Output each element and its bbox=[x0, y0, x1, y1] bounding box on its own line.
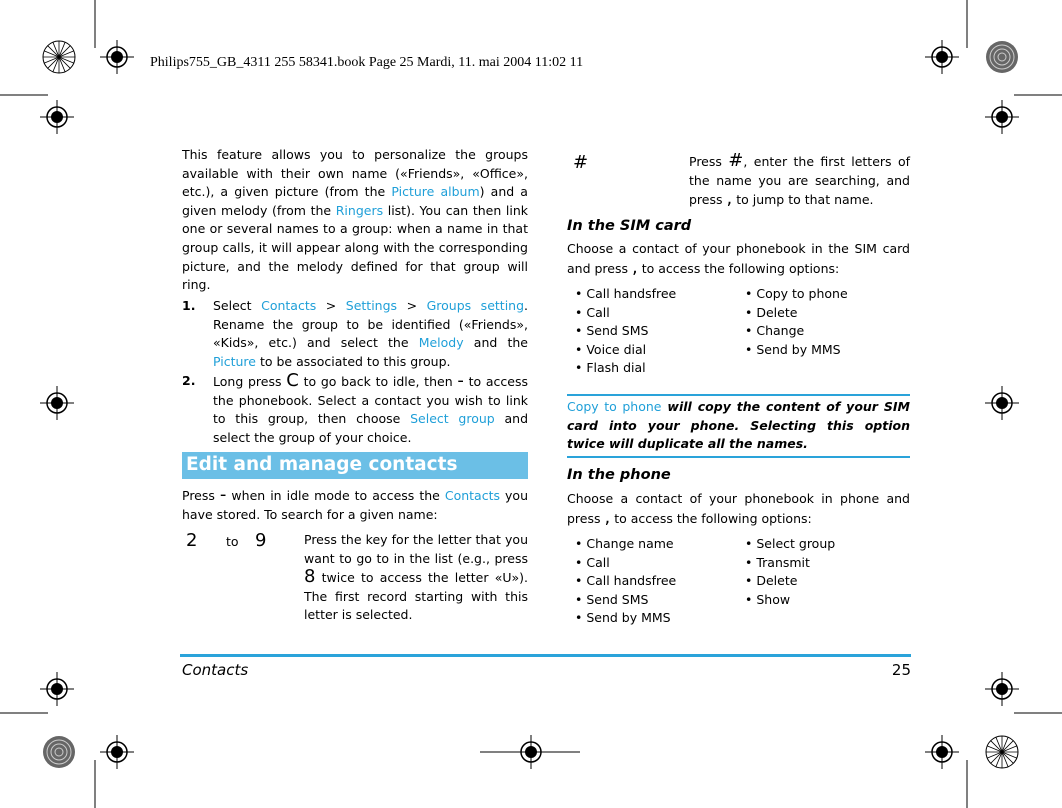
hash-key-icon: # bbox=[573, 152, 589, 173]
intro-text: This feature allows you to personalize the groups available with their own name («Friends», «Office», etc.), a given picture (from the bbox=[182, 147, 528, 200]
step-text: > bbox=[316, 298, 346, 313]
key-8-icon: 8 bbox=[304, 566, 316, 588]
list-item: • Call bbox=[575, 554, 610, 570]
list-item: • Call handsfree bbox=[575, 286, 677, 301]
key-2-icon: 2 bbox=[186, 530, 198, 551]
keys-text: Press the key for the letter that you want to go to in the list (e.g., press bbox=[304, 532, 528, 566]
list-item: • Transmit bbox=[745, 554, 810, 570]
contacts-link: Contacts bbox=[261, 298, 317, 313]
step-text: to access the phonebook. Select a contact you wish to link to this group, then choose bbox=[213, 374, 529, 427]
registration-mark-icon bbox=[925, 40, 959, 74]
press-text: when in idle mode to access the bbox=[226, 488, 445, 503]
intro-paragraph bbox=[182, 146, 528, 295]
sim-text: to access the following options: bbox=[637, 260, 840, 276]
select-group-link: Select group bbox=[410, 411, 495, 427]
gray-target-mark-icon bbox=[985, 40, 1019, 74]
note-text: will copy the content of your SIM card into your phone. Selecting this option twice will duplicate all the names. bbox=[567, 399, 910, 452]
comma-key-icon: , bbox=[726, 188, 733, 210]
groups-setting-link: Groups setting bbox=[426, 298, 525, 313]
hash-text: to jump to that name. bbox=[732, 192, 874, 208]
minus-key-icon: - bbox=[457, 370, 464, 391]
list-item: • Change name bbox=[575, 536, 674, 551]
step-text: to be associated to this group. bbox=[256, 353, 451, 369]
starburst-mark-icon bbox=[42, 40, 76, 74]
starburst-mark-icon bbox=[985, 735, 1019, 769]
phone-paragraph bbox=[567, 490, 910, 528]
registration-mark-icon bbox=[100, 735, 134, 769]
minus-key-icon: - bbox=[219, 484, 227, 505]
registration-mark-icon bbox=[40, 386, 74, 420]
hash-text: , enter the first letters of the name you are searching, and press bbox=[689, 154, 910, 208]
to-label: to bbox=[226, 534, 239, 549]
step-text: and select the group of your choice. bbox=[213, 411, 528, 445]
step-text: and the bbox=[463, 335, 528, 351]
note-box bbox=[567, 398, 910, 454]
page-number: 25 bbox=[891, 661, 911, 679]
footer-chapter: Contacts bbox=[182, 661, 249, 679]
step-number: 2. bbox=[182, 373, 196, 388]
list-item: • Copy to phone bbox=[745, 286, 848, 301]
registration-mark-icon bbox=[514, 735, 548, 769]
sim-paragraph bbox=[567, 240, 910, 278]
intro-text: ) and a given melody (from the bbox=[182, 184, 528, 218]
sim-card-heading: In the SIM card bbox=[567, 218, 692, 234]
hash-key-icon: # bbox=[728, 150, 744, 171]
footer-rule bbox=[180, 654, 911, 657]
list-item: • Send SMS bbox=[575, 591, 649, 607]
sim-options-right bbox=[745, 285, 848, 359]
list-item: • Delete bbox=[745, 573, 798, 589]
comma-key-icon: , bbox=[604, 506, 611, 528]
ringers-link: Ringers bbox=[335, 202, 384, 218]
step-text: Long press bbox=[213, 374, 287, 389]
step-2 bbox=[182, 372, 528, 447]
hash-description bbox=[689, 152, 910, 210]
registration-mark-icon bbox=[100, 40, 134, 74]
list-item: • Change bbox=[745, 323, 805, 339]
melody-link: Melody bbox=[418, 335, 464, 351]
list-item: • Show bbox=[745, 591, 791, 607]
comma-key-icon: , bbox=[631, 256, 638, 278]
press-text: you have stored. To search for a given name: bbox=[182, 488, 528, 522]
note-top-rule bbox=[567, 394, 910, 396]
step-number: 1. bbox=[182, 298, 196, 313]
copy-to-phone-link: Copy to phone bbox=[567, 399, 662, 414]
phone-heading: In the phone bbox=[567, 467, 671, 483]
list-item: • Call handsfree bbox=[575, 573, 677, 589]
list-item: • Delete bbox=[745, 304, 798, 320]
c-key-icon: C bbox=[286, 370, 299, 391]
gray-target-mark-icon bbox=[42, 735, 76, 769]
note-bottom-rule bbox=[567, 456, 910, 458]
press-paragraph bbox=[182, 486, 528, 524]
registration-mark-icon bbox=[40, 672, 74, 706]
intro-text: list). You can then link one or several names to a group: when a name in that group calls, it will appear along with the corresponding picture, and the melody defined for that group will ring. bbox=[182, 202, 528, 293]
list-item: • Call bbox=[575, 304, 610, 320]
picture-link: Picture bbox=[213, 353, 256, 369]
keys-text: twice to access the letter «U»). The first record starting with this letter is selected. bbox=[304, 570, 528, 623]
hash-text: Press bbox=[689, 154, 729, 169]
registration-mark-icon bbox=[985, 386, 1019, 420]
phone-options-left bbox=[575, 535, 676, 628]
contacts-link: Contacts bbox=[444, 488, 501, 503]
registration-mark-icon bbox=[985, 672, 1019, 706]
phone-text: to access the following options: bbox=[610, 510, 812, 526]
phone-text: Choose a contact of your phonebook in phone and press bbox=[567, 491, 910, 526]
registration-mark-icon bbox=[40, 100, 74, 134]
press-text: Press bbox=[182, 488, 220, 503]
phone-options-right bbox=[745, 535, 835, 609]
registration-mark-icon bbox=[985, 100, 1019, 134]
step-text: > bbox=[397, 298, 427, 313]
step-text: to go back to idle, then bbox=[298, 374, 458, 389]
step-text: . Rename the group to be identified («Friends», «Kids», etc.) and select the bbox=[213, 298, 529, 351]
list-item: • Select group bbox=[745, 536, 836, 551]
settings-link: Settings bbox=[345, 298, 398, 313]
picture-album-link: Picture album bbox=[391, 184, 480, 200]
step-1 bbox=[182, 297, 528, 371]
sim-options-left bbox=[575, 285, 676, 378]
keys-description bbox=[304, 531, 528, 625]
print-header: Philips755_GB_4311 255 58341.book Page 25 Mardi, 11. mai 2004 11:02 11 bbox=[150, 55, 584, 70]
list-item: • Send by MMS bbox=[745, 341, 841, 357]
list-item: • Flash dial bbox=[575, 360, 646, 376]
section-title: Edit and manage contacts bbox=[182, 452, 528, 479]
sim-text: Choose a contact of your phonebook in the SIM card and press bbox=[567, 241, 910, 276]
list-item: • Send by MMS bbox=[575, 610, 671, 626]
step-text: Select bbox=[213, 298, 262, 313]
key-9-icon: 9 bbox=[255, 530, 267, 551]
list-item: • Send SMS bbox=[575, 323, 649, 339]
registration-mark-icon bbox=[925, 735, 959, 769]
list-item: • Voice dial bbox=[575, 341, 647, 357]
